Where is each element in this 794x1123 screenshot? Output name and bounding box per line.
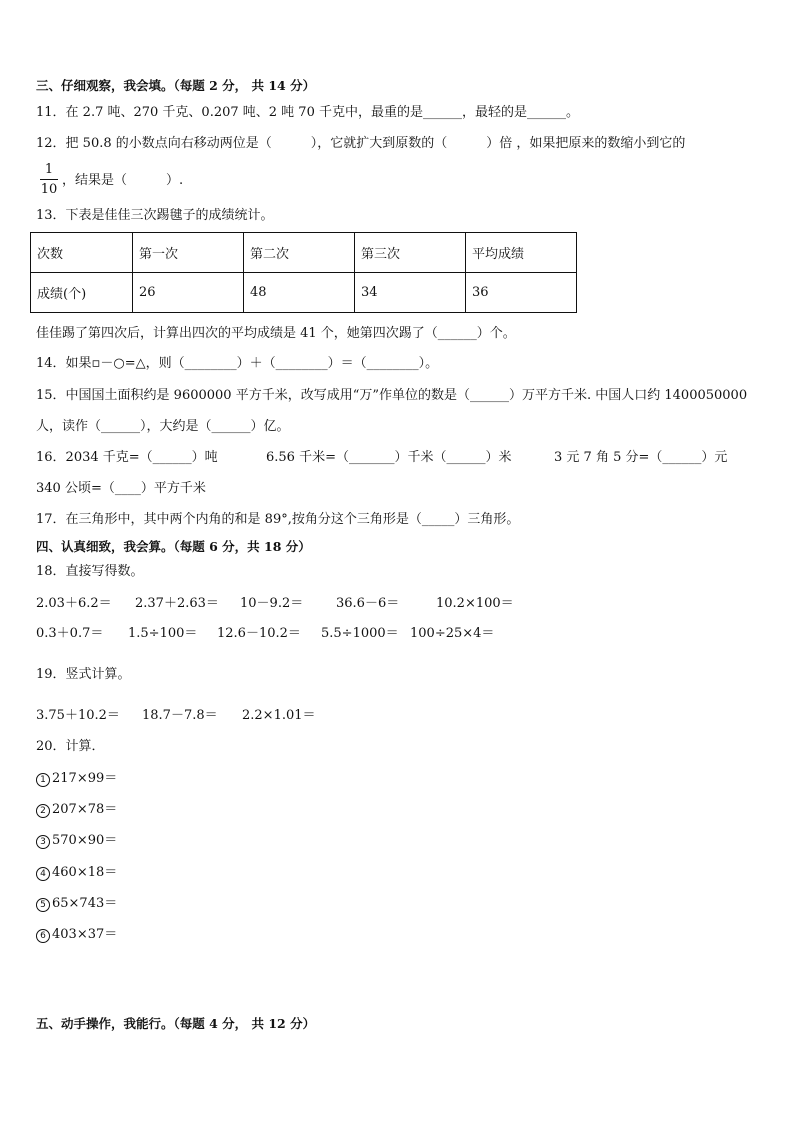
question-20: 20．计算． (36, 739, 105, 754)
expression: 5.5÷1000＝ (321, 626, 399, 641)
question-16-b: 6.56 千米=（_______）千米（______）米 (266, 450, 512, 465)
table-cell: 第二次 (244, 233, 355, 273)
question-13: 13．下表是佳佳三次踢毽子的成绩统计。 (36, 208, 274, 223)
list-item (36, 895, 117, 913)
question-17: 17．在三角形中，其中两个内角的和是 89°,按角分这个三角形是（_____）三角形。 (36, 512, 520, 527)
expression: 18.7－7.8＝ (142, 708, 218, 723)
question-16-c: 3 元 7 角 5 分=（______）元 (554, 450, 728, 465)
expression: 2.03＋6.2＝ (36, 596, 112, 611)
expression: 403×37＝ (52, 927, 118, 942)
question-14: 14．如果▫－○=△，则（________）＋（________）＝（________）。 (36, 356, 439, 371)
expression: 3.75＋10.2＝ (36, 708, 120, 723)
circled-number: 5 (36, 898, 50, 912)
section5-title: 五、动手操作，我能行。（每题 4 分， 共 12 分） (36, 1016, 316, 1031)
q18-row-1 (36, 595, 756, 613)
list-item (36, 770, 117, 788)
score-table (30, 232, 577, 313)
table-cell: 26 (133, 273, 244, 313)
list-item (36, 832, 117, 850)
question-16-a: 16．2034 千克=（______）吨 (36, 450, 218, 465)
question-16-row (36, 449, 756, 467)
table-cell: 第三次 (355, 233, 466, 273)
fraction-denominator: 10 (40, 182, 58, 197)
expression: 65×743＝ (52, 896, 118, 911)
question-16-d: 340 公顷=（____）平方千米 (36, 481, 206, 496)
question-12-part1: 12．把 50.8 的小数点向右移动两位是（ ），它就扩大到原数的（ ）倍 ，如果把原来的数缩小到它的 (36, 136, 686, 151)
fraction-one-tenth (40, 161, 58, 198)
table-cell: 48 (244, 273, 355, 313)
table-cell: 第一次 (133, 233, 244, 273)
section3-title: 三、仔细观察，我会填。（每题 2 分， 共 14 分） (36, 78, 316, 93)
question-15-part2: 人，读作（______），大约是（______）亿。 (36, 419, 290, 434)
table-cell: 36 (466, 273, 577, 313)
list-item (36, 864, 117, 882)
table-cell: 34 (355, 273, 466, 313)
question-18: 18．直接写得数。 (36, 564, 144, 579)
table-cell: 次数 (31, 233, 133, 273)
fraction-bar (40, 179, 58, 180)
question-15-part1: 15．中国国土面积约是 9600000 平方千米，改写成用“万”作单位的数是（______）万平方千米. 中国人口约 1400050000 (36, 388, 748, 403)
expression: 207×78＝ (52, 802, 118, 817)
expression: 10.2×100＝ (436, 596, 514, 611)
table-row (31, 233, 577, 273)
expression: 1.5÷100＝ (128, 626, 198, 641)
section4-title: 四、认真细致，我会算。（每题 6 分，共 18 分） (36, 539, 311, 554)
question-13-followup: 佳佳踢了第四次后，计算出四次的平均成绩是 41 个，她第四次踢了（______）个。 (36, 326, 516, 341)
question-11: 11．在 2.7 吨、270 千克、0.207 吨、2 吨 70 千克中，最重的是______，最轻的是______。 (36, 105, 579, 120)
circled-number: 2 (36, 804, 50, 818)
question-19: 19．竖式计算。 (36, 667, 131, 682)
q19-row (36, 707, 756, 725)
circled-number: 1 (36, 773, 50, 787)
list-item (36, 801, 117, 819)
expression: 10－9.2＝ (240, 596, 304, 611)
expression: 570×90＝ (52, 833, 118, 848)
circled-number: 3 (36, 835, 50, 849)
expression: 36.6－6＝ (336, 596, 400, 611)
circled-number: 6 (36, 929, 50, 943)
question-12-part2: ，结果是（ ）. (62, 173, 184, 188)
list-item (36, 926, 117, 944)
table-row (31, 273, 577, 313)
expression: 460×18＝ (52, 865, 118, 880)
expression: 217×99＝ (52, 771, 118, 786)
expression: 12.6－10.2＝ (217, 626, 301, 641)
expression: 2.37＋2.63＝ (135, 596, 219, 611)
expression: 100÷25×4＝ (410, 626, 495, 641)
circled-number: 4 (36, 867, 50, 881)
fraction-numerator: 1 (44, 162, 54, 177)
table-cell: 平均成绩 (466, 233, 577, 273)
expression: 2.2×1.01＝ (242, 708, 316, 723)
q18-row-2 (36, 625, 756, 643)
table-cell: 成绩(个) (31, 273, 133, 313)
expression: 0.3＋0.7＝ (36, 626, 104, 641)
